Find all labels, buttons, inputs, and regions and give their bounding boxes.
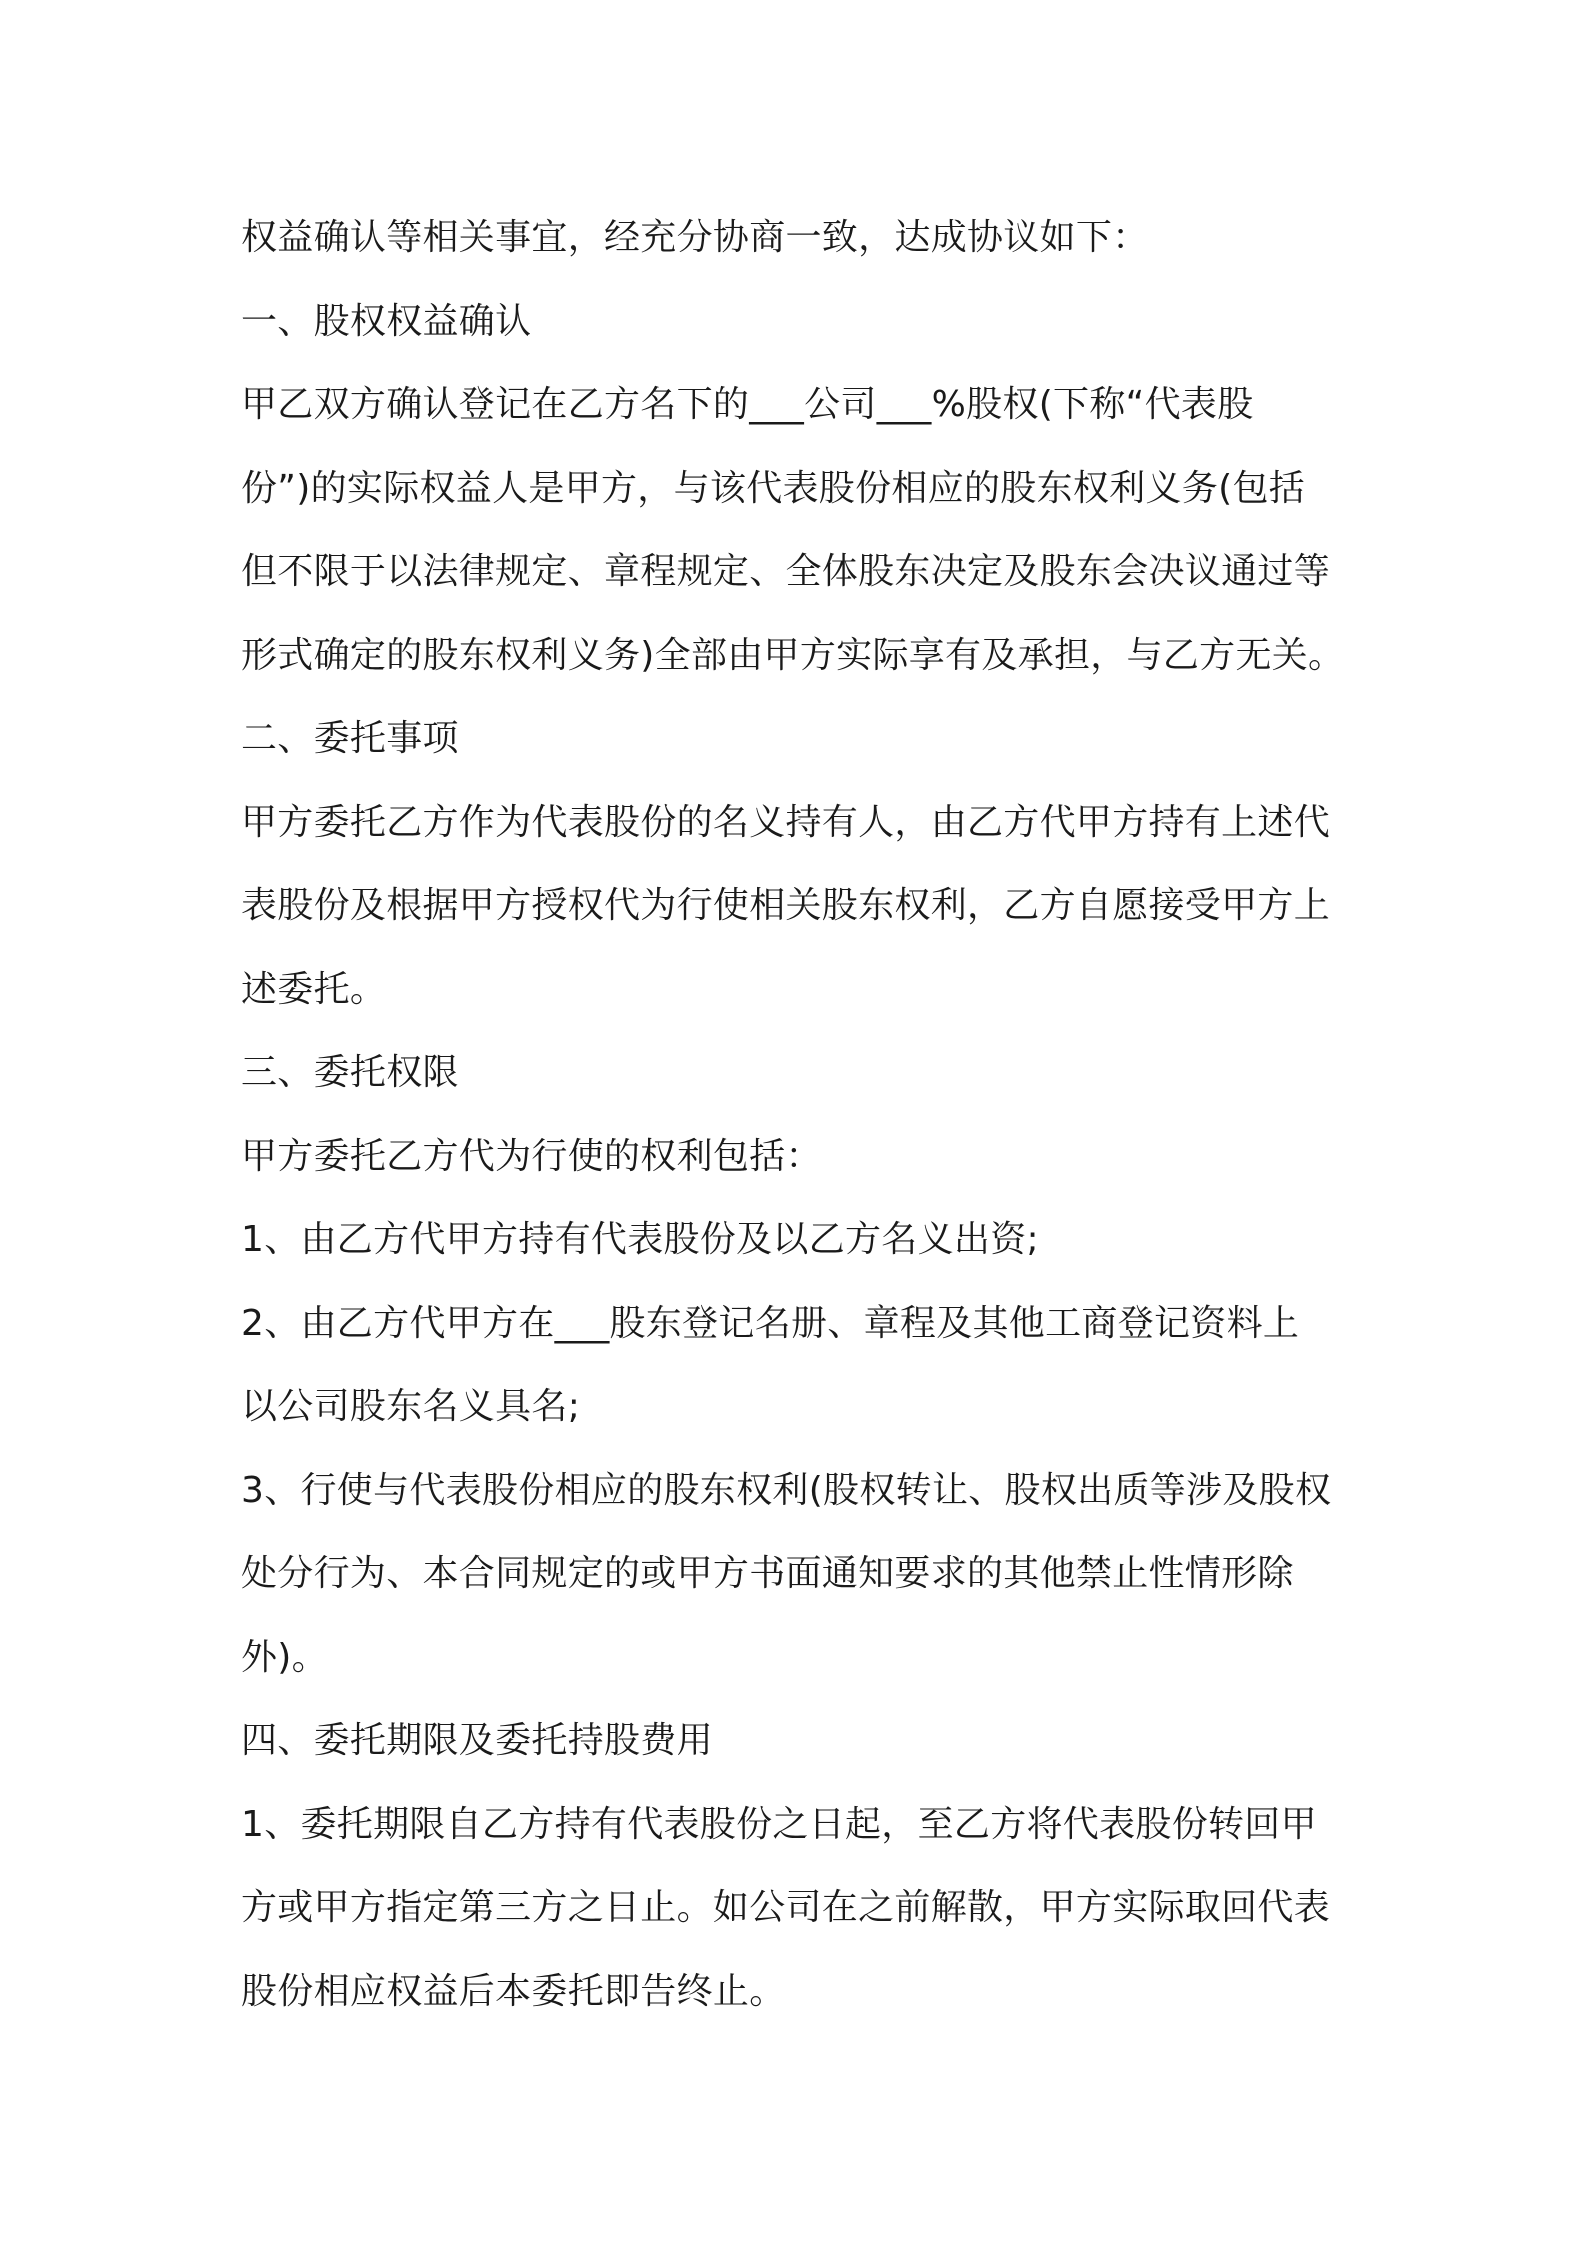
- list-item: 1、由乙方代甲方持有代表股份及以乙方名义出资;: [241, 1219, 1039, 1260]
- text-line: 外)。: [241, 1636, 328, 1678]
- text-line: 处分行为、本合同规定的或甲方书面通知要求的其他禁止性情形除: [241, 1553, 1294, 1594]
- list-item: 3、行使与代表股份相应的股东权利(股权转让、股权出质等涉及股权: [241, 1469, 1332, 1511]
- text-line: 形式确定的股东权利义务)全部由甲方实际享有及承担，与乙方无关。: [241, 634, 1345, 676]
- list-item: 2、由乙方代甲方在___股东登记名册、章程及其他工商登记资料上: [241, 1302, 1300, 1344]
- section-heading-equity-confirmation: 一、股权权益确认: [241, 300, 532, 342]
- section-heading-term-and-fees: 四、委托期限及委托持股费用: [241, 1720, 713, 1761]
- text-line: 甲方委托乙方作为代表股份的名义持有人，由乙方代甲方持有上述代: [241, 801, 1331, 843]
- section-heading-entrusted-authority: 三、委托权限: [241, 1052, 459, 1093]
- text-line: 甲方委托乙方代为行使的权利包括：: [241, 1135, 822, 1177]
- text-line: 述委托。: [241, 968, 387, 1010]
- text-line: 份”)的实际权益人是甲方，与该代表股份相应的股东权利义务(包括: [241, 467, 1306, 509]
- text-line: 甲乙双方确认登记在乙方名下的___公司___%股权(下称“代表股: [241, 384, 1254, 425]
- agreement-text: [241, 196, 1361, 2033]
- text-line: 以公司股东名义具名;: [241, 1386, 581, 1427]
- list-item: 1、委托期限自乙方持有代表股份之日起，至乙方将代表股份转回甲: [241, 1803, 1317, 1845]
- text-line: 方或甲方指定第三方之日止。如公司在之前解散，甲方实际取回代表: [241, 1887, 1331, 1928]
- section-heading-entrusted-matters: 二、委托事项: [241, 718, 459, 759]
- text-line: 权益确认等相关事宜，经充分协商一致，达成协议如下：: [241, 217, 1149, 258]
- text-line: 但不限于以法律规定、章程规定、全体股东决定及股东会决议通过等: [241, 551, 1331, 592]
- text-line: 股份相应权益后本委托即告终止。: [241, 1970, 786, 2012]
- text-line: 表股份及根据甲方授权代为行使相关股东权利，乙方自愿接受甲方上: [241, 885, 1331, 926]
